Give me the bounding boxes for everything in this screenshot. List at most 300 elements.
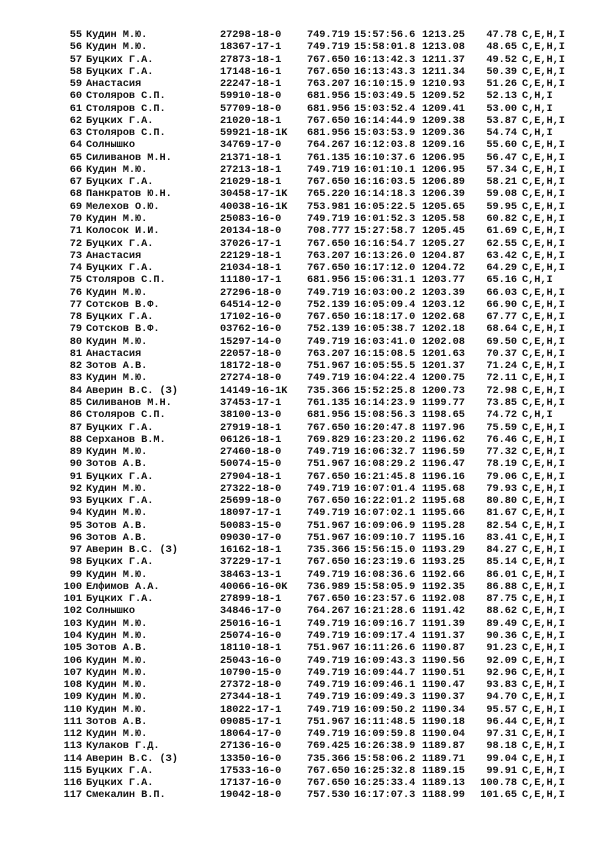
participant-name: Аверин В.С. (З) — [86, 384, 178, 397]
distance-value: 1189.71 — [422, 752, 465, 765]
participant-name: Кудин М.Ю. — [86, 617, 148, 630]
distance-value: 1195.68 — [422, 495, 465, 508]
arrival-time: 16:04:22.4 — [354, 372, 416, 385]
participant-name: Кудин М.Ю. — [86, 29, 148, 41]
place-number: 103 — [63, 617, 82, 630]
arrival-time: 16:22:01.2 — [354, 495, 416, 508]
participant-name: Буцких Г.А. — [86, 421, 154, 434]
speed-value: 749.719 — [307, 29, 350, 41]
participant-name: Кудин М.Ю. — [86, 446, 148, 459]
participant-name: Буцких Г.А. — [86, 114, 154, 127]
arrival-time: 15:57:56.6 — [354, 29, 416, 41]
category-codes: C,E,H,I — [522, 396, 565, 409]
participant-name: Кудин М.Ю. — [86, 728, 148, 741]
place-number: 77 — [69, 298, 82, 311]
distance-value: 1189.15 — [422, 764, 465, 777]
place-number: 84 — [69, 384, 82, 397]
participant-name: Аверин В.С. (З) — [86, 752, 178, 765]
participant-name: Смекалин В.П. — [86, 789, 166, 802]
ring-code: 57709-18-0 — [220, 102, 282, 115]
points-value: 50.39 — [486, 65, 517, 78]
participant-name: Зотов А.В. — [86, 458, 148, 471]
ring-code: 27296-18-0 — [220, 286, 282, 299]
place-number: 107 — [63, 666, 82, 679]
place-number: 100 — [63, 580, 82, 593]
place-number: 60 — [69, 90, 82, 103]
participant-name: Кудин М.Ю. — [86, 703, 148, 716]
participant-name: Кудин М.Ю. — [86, 41, 148, 54]
arrival-time: 16:07:01.4 — [354, 482, 416, 495]
points-value: 70.37 — [486, 347, 517, 360]
arrival-time: 16:09:46.1 — [354, 679, 416, 692]
distance-value: 1190.18 — [422, 715, 465, 728]
speed-value: 757.530 — [307, 789, 350, 802]
points-value: 97.31 — [486, 728, 517, 741]
participant-name: Буцких Г.А. — [86, 764, 154, 777]
speed-value: 763.207 — [307, 347, 350, 360]
distance-value: 1196.59 — [422, 446, 465, 459]
place-number: 105 — [63, 642, 82, 655]
participant-name: Анастасия — [86, 78, 142, 91]
place-number: 110 — [63, 703, 82, 716]
distance-value: 1196.62 — [422, 433, 465, 446]
participant-name: Буцких Г.А. — [86, 53, 154, 66]
arrival-time: 16:23:57.6 — [354, 593, 416, 606]
place-number: 57 — [69, 53, 82, 66]
category-codes: C,E,H,I — [522, 679, 565, 692]
category-codes: C,E,H,I — [522, 740, 565, 753]
place-number: 97 — [69, 544, 82, 557]
speed-value: 767.650 — [307, 262, 350, 275]
participant-name: Кудин М.Ю. — [86, 654, 148, 667]
participant-name: Кудин М.Ю. — [86, 335, 148, 348]
ring-code: 20134-18-0 — [220, 225, 282, 238]
participant-name: Сотсков В.Ф. — [86, 323, 160, 336]
ring-code: 22057-18-0 — [220, 347, 282, 360]
place-number: 81 — [69, 347, 82, 360]
distance-value: 1213.08 — [422, 41, 465, 54]
distance-value: 1196.47 — [422, 458, 465, 471]
arrival-time: 16:20:47.8 — [354, 421, 416, 434]
ring-code: 30458-17-1K — [220, 188, 288, 201]
speed-value: 749.719 — [307, 679, 350, 692]
arrival-time: 15:03:49.5 — [354, 90, 416, 103]
distance-value: 1204.87 — [422, 249, 465, 262]
participant-name: Столяров С.П. — [86, 274, 166, 287]
speed-value: 749.719 — [307, 703, 350, 716]
speed-value: 749.719 — [307, 630, 350, 643]
category-codes: C,E,H,I — [522, 470, 565, 483]
points-value: 65.16 — [486, 274, 517, 287]
arrival-time: 16:13:42.3 — [354, 53, 416, 66]
points-value: 49.52 — [486, 53, 517, 66]
place-number: 70 — [69, 212, 82, 225]
points-value: 74.72 — [486, 409, 517, 422]
arrival-time: 15:58:01.8 — [354, 41, 416, 54]
arrival-time: 16:01:52.3 — [354, 212, 416, 225]
place-number: 83 — [69, 372, 82, 385]
distance-value: 1190.37 — [422, 691, 465, 704]
place-number: 72 — [69, 237, 82, 250]
distance-value: 1195.28 — [422, 519, 465, 532]
category-codes: C,E,H,I — [522, 654, 565, 667]
place-number: 104 — [63, 630, 82, 643]
ring-code: 21034-18-1 — [220, 262, 282, 275]
category-codes: C,E,H,I — [522, 323, 565, 336]
category-codes: C,E,H,I — [522, 249, 565, 262]
ring-code: 38463-13-1 — [220, 568, 282, 581]
ring-code: 10790-15-0 — [220, 666, 282, 679]
category-codes: C,E,H,I — [522, 605, 565, 618]
ring-code: 21020-18-1 — [220, 114, 282, 127]
ring-code: 59921-18-1K — [220, 127, 288, 140]
ring-code: 27213-18-1 — [220, 163, 282, 176]
distance-value: 1192.08 — [422, 593, 465, 606]
arrival-time: 16:09:50.2 — [354, 703, 416, 716]
category-codes: C,E,H,I — [522, 188, 565, 201]
place-number: 98 — [69, 556, 82, 569]
speed-value: 767.650 — [307, 237, 350, 250]
speed-value: 767.650 — [307, 556, 350, 569]
place-number: 93 — [69, 495, 82, 508]
place-number: 80 — [69, 335, 82, 348]
arrival-time: 16:05:22.5 — [354, 200, 416, 213]
place-number: 66 — [69, 163, 82, 176]
participant-name: Колосок И.И. — [86, 225, 160, 238]
participant-name: Буцких Г.А. — [86, 495, 154, 508]
distance-value: 1213.25 — [422, 29, 465, 41]
place-number: 109 — [63, 691, 82, 704]
participant-name: Зотов А.В. — [86, 360, 148, 373]
speed-value: 681.956 — [307, 90, 350, 103]
category-codes: C,E,H,I — [522, 568, 565, 581]
category-codes: C,E,H,I — [522, 507, 565, 520]
distance-value: 1190.34 — [422, 703, 465, 716]
distance-value: 1201.37 — [422, 360, 465, 373]
points-value: 78.19 — [486, 458, 517, 471]
points-value: 57.34 — [486, 163, 517, 176]
category-codes: C,E,H,I — [522, 384, 565, 397]
participant-name: Буцких Г.А. — [86, 777, 154, 790]
arrival-time: 16:05:09.4 — [354, 298, 416, 311]
speed-value: 769.425 — [307, 740, 350, 753]
category-codes: C,E,H,I — [522, 65, 565, 78]
category-codes: C,E,H,I — [522, 458, 565, 471]
place-number: 116 — [63, 777, 82, 790]
speed-value: 767.650 — [307, 777, 350, 790]
points-value: 48.65 — [486, 41, 517, 54]
distance-value: 1188.99 — [422, 789, 465, 802]
ring-code: 18110-18-1 — [220, 642, 282, 655]
ring-code: 22129-18-1 — [220, 249, 282, 262]
distance-value: 1189.13 — [422, 777, 465, 790]
participant-name: Столяров С.П. — [86, 409, 166, 422]
place-number: 92 — [69, 482, 82, 495]
ring-code: 50083-15-0 — [220, 519, 282, 532]
participant-name: Буцких Г.А. — [86, 311, 154, 324]
distance-value: 1191.42 — [422, 605, 465, 618]
speed-value: 761.135 — [307, 151, 350, 164]
speed-value: 749.719 — [307, 507, 350, 520]
category-codes: C,E,H,I — [522, 114, 565, 127]
participant-name: Кудин М.Ю. — [86, 679, 148, 692]
ring-code: 21029-18-1 — [220, 176, 282, 189]
points-value: 59.95 — [486, 200, 517, 213]
place-number: 71 — [69, 225, 82, 238]
category-codes: C,E,H,I — [522, 225, 565, 238]
arrival-time: 16:07:02.1 — [354, 507, 416, 520]
category-codes: C,E,H,I — [522, 531, 565, 544]
speed-value: 767.650 — [307, 495, 350, 508]
speed-value: 749.719 — [307, 654, 350, 667]
distance-value: 1203.12 — [422, 298, 465, 311]
category-codes: C,E,H,I — [522, 347, 565, 360]
category-codes: C,E,H,I — [522, 151, 565, 164]
speed-value: 767.650 — [307, 593, 350, 606]
points-value: 67.77 — [486, 311, 517, 324]
speed-value: 765.220 — [307, 188, 350, 201]
points-value: 52.13 — [486, 90, 517, 103]
participant-name: Сотсков В.Ф. — [86, 298, 160, 311]
distance-value: 1211.34 — [422, 65, 465, 78]
place-number: 63 — [69, 127, 82, 140]
speed-value: 749.719 — [307, 163, 350, 176]
arrival-time: 16:15:08.5 — [354, 347, 416, 360]
place-number: 90 — [69, 458, 82, 471]
place-number: 99 — [69, 568, 82, 581]
participant-name: Зотов А.В. — [86, 715, 148, 728]
ring-code: 17137-16-0 — [220, 777, 282, 790]
place-number: 114 — [63, 752, 82, 765]
category-codes: C,E,H,I — [522, 176, 565, 189]
category-codes: C,E,H,I — [522, 446, 565, 459]
participant-name: Буцких Г.А. — [86, 470, 154, 483]
arrival-time: 16:05:38.7 — [354, 323, 416, 336]
category-codes: C,E,H,I — [522, 617, 565, 630]
distance-value: 1204.72 — [422, 262, 465, 275]
place-number: 58 — [69, 65, 82, 78]
place-number: 108 — [63, 679, 82, 692]
place-number: 95 — [69, 519, 82, 532]
distance-value: 1200.75 — [422, 372, 465, 385]
speed-value: 751.967 — [307, 715, 350, 728]
place-number: 94 — [69, 507, 82, 520]
speed-value: 751.967 — [307, 519, 350, 532]
arrival-time: 16:21:28.6 — [354, 605, 416, 618]
ring-code: 09085-17-1 — [220, 715, 282, 728]
category-codes: C,E,H,I — [522, 691, 565, 704]
distance-value: 1195.16 — [422, 531, 465, 544]
speed-value: 764.267 — [307, 139, 350, 152]
distance-value: 1209.41 — [422, 102, 465, 115]
arrival-time: 16:13:43.3 — [354, 65, 416, 78]
participant-name: Серханов В.М. — [86, 433, 166, 446]
participant-name: Кудин М.Ю. — [86, 163, 148, 176]
points-value: 47.78 — [486, 29, 517, 41]
arrival-time: 15:27:58.7 — [354, 225, 416, 238]
ring-code: 59910-18-0 — [220, 90, 282, 103]
speed-value: 751.967 — [307, 458, 350, 471]
ring-code: 06126-18-1 — [220, 433, 282, 446]
speed-value: 749.719 — [307, 446, 350, 459]
points-value: 53.87 — [486, 114, 517, 127]
distance-value: 1200.73 — [422, 384, 465, 397]
participant-name: Аверин В.С. (З) — [86, 544, 178, 557]
distance-value: 1197.96 — [422, 421, 465, 434]
arrival-time: 16:16:03.5 — [354, 176, 416, 189]
participant-name: Столяров С.П. — [86, 90, 166, 103]
distance-value: 1190.56 — [422, 654, 465, 667]
category-codes: C,E,H,I — [522, 41, 565, 54]
participant-name: Кудин М.Ю. — [86, 568, 148, 581]
distance-value: 1206.89 — [422, 176, 465, 189]
place-number: 86 — [69, 409, 82, 422]
speed-value: 767.650 — [307, 470, 350, 483]
distance-value: 1206.39 — [422, 188, 465, 201]
place-number: 89 — [69, 446, 82, 459]
arrival-time: 16:16:54.7 — [354, 237, 416, 250]
place-number: 102 — [63, 605, 82, 618]
category-codes: C,E,H,I — [522, 495, 565, 508]
category-codes: C,E,H,I — [522, 139, 565, 152]
arrival-time: 16:23:20.2 — [354, 433, 416, 446]
place-number: 113 — [63, 740, 82, 753]
ring-code: 27919-18-1 — [220, 421, 282, 434]
points-value: 61.69 — [486, 225, 517, 238]
distance-value: 1191.39 — [422, 617, 465, 630]
speed-value: 767.650 — [307, 176, 350, 189]
distance-value: 1198.65 — [422, 409, 465, 422]
ring-code: 27322-18-0 — [220, 482, 282, 495]
place-number: 74 — [69, 262, 82, 275]
distance-value: 1190.51 — [422, 666, 465, 679]
participant-name: Столяров С.П. — [86, 127, 166, 140]
speed-value: 752.139 — [307, 298, 350, 311]
arrival-time: 15:03:52.4 — [354, 102, 416, 115]
arrival-time: 16:01:10.1 — [354, 163, 416, 176]
speed-value: 761.135 — [307, 396, 350, 409]
place-number: 59 — [69, 78, 82, 91]
distance-value: 1189.87 — [422, 740, 465, 753]
ring-code: 40066-16-0K — [220, 580, 288, 593]
points-value: 79.93 — [486, 482, 517, 495]
participant-name: Елфимов А.А. — [86, 580, 160, 593]
distance-value: 1206.95 — [422, 163, 465, 176]
speed-value: 708.777 — [307, 225, 350, 238]
place-number: 117 — [63, 789, 82, 802]
category-codes: C,E,H,I — [522, 666, 565, 679]
ring-code: 37453-17-1 — [220, 396, 282, 409]
distance-value: 1202.18 — [422, 323, 465, 336]
speed-value: 767.650 — [307, 764, 350, 777]
ring-code: 18097-17-1 — [220, 507, 282, 520]
points-value: 58.21 — [486, 176, 517, 189]
ring-code: 38100-13-0 — [220, 409, 282, 422]
ring-code: 27274-18-0 — [220, 372, 282, 385]
arrival-time: 15:08:56.3 — [354, 409, 416, 422]
points-value: 75.59 — [486, 421, 517, 434]
ring-code: 64514-12-0 — [220, 298, 282, 311]
points-value: 91.23 — [486, 642, 517, 655]
place-number: 82 — [69, 360, 82, 373]
arrival-time: 16:09:44.7 — [354, 666, 416, 679]
ring-code: 25016-16-1 — [220, 617, 282, 630]
category-codes: C,E,H,I — [522, 286, 565, 299]
ring-code: 13350-16-0 — [220, 752, 282, 765]
points-value: 56.47 — [486, 151, 517, 164]
speed-value: 735.366 — [307, 752, 350, 765]
speed-value: 769.829 — [307, 433, 350, 446]
distance-value: 1195.66 — [422, 507, 465, 520]
participant-name: Силиванов М.Н. — [86, 151, 172, 164]
points-value: 86.01 — [486, 568, 517, 581]
participant-name: Столяров С.П. — [86, 102, 166, 115]
arrival-time: 16:08:36.6 — [354, 568, 416, 581]
category-codes: C,E,H,I — [522, 78, 565, 91]
arrival-time: 16:14:23.9 — [354, 396, 416, 409]
points-value: 80.80 — [486, 495, 517, 508]
participant-name: Зотов А.В. — [86, 531, 148, 544]
speed-value: 736.989 — [307, 580, 350, 593]
arrival-time: 15:03:53.9 — [354, 127, 416, 140]
ring-code: 50074-15-0 — [220, 458, 282, 471]
arrival-time: 16:08:29.2 — [354, 458, 416, 471]
category-codes: C,E,H,I — [522, 777, 565, 790]
speed-value: 749.719 — [307, 41, 350, 54]
speed-value: 764.267 — [307, 605, 350, 618]
points-value: 66.03 — [486, 286, 517, 299]
category-codes: C,E,H,I — [522, 630, 565, 643]
ring-code: 16162-18-1 — [220, 544, 282, 557]
place-number: 111 — [63, 715, 82, 728]
place-number: 55 — [69, 29, 82, 41]
points-value: 96.44 — [486, 715, 517, 728]
distance-value: 1210.93 — [422, 78, 465, 91]
speed-value: 749.719 — [307, 335, 350, 348]
arrival-time: 16:09:17.4 — [354, 630, 416, 643]
category-codes: C,E,H,I — [522, 372, 565, 385]
points-value: 99.04 — [486, 752, 517, 765]
category-codes: C,E,H,I — [522, 593, 565, 606]
distance-value: 1206.95 — [422, 151, 465, 164]
speed-value: 749.719 — [307, 691, 350, 704]
category-codes: C,E,H,I — [522, 421, 565, 434]
points-value: 64.29 — [486, 262, 517, 275]
distance-value: 1193.29 — [422, 544, 465, 557]
ring-code: 27904-18-1 — [220, 470, 282, 483]
speed-value: 735.366 — [307, 384, 350, 397]
ring-code: 40038-16-1K — [220, 200, 288, 213]
category-codes: C,E,H,I — [522, 715, 565, 728]
category-codes: C,E,H,I — [522, 237, 565, 250]
points-value: 69.50 — [486, 335, 517, 348]
speed-value: 749.719 — [307, 568, 350, 581]
place-number: 65 — [69, 151, 82, 164]
ring-code: 18172-18-0 — [220, 360, 282, 373]
ring-code: 21371-18-1 — [220, 151, 282, 164]
place-number: 112 — [63, 728, 82, 741]
distance-value: 1192.66 — [422, 568, 465, 581]
category-codes: C,E,H,I — [522, 360, 565, 373]
participant-name: Анастасия — [86, 249, 142, 262]
distance-value: 1202.68 — [422, 311, 465, 324]
place-number: 68 — [69, 188, 82, 201]
ring-code: 09030-17-0 — [220, 531, 282, 544]
points-value: 82.54 — [486, 519, 517, 532]
participant-name: Солнышко — [86, 139, 136, 152]
speed-value: 749.719 — [307, 666, 350, 679]
arrival-time: 16:09:10.7 — [354, 531, 416, 544]
